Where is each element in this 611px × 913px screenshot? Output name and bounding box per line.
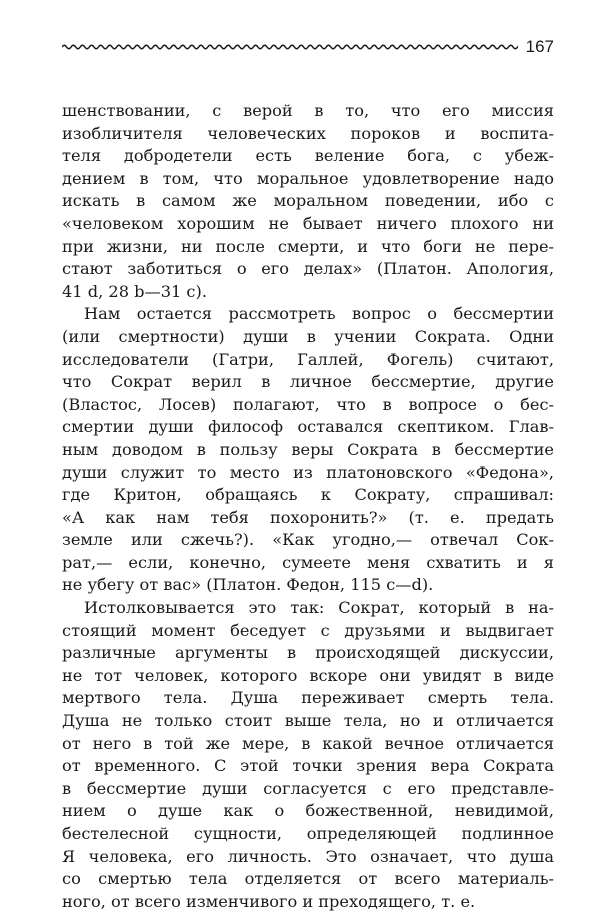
text-line: души служит то место из платоновского «Федона»,: [62, 462, 554, 482]
text-line: что Сократ верил в личное бессмертие, другие: [62, 372, 554, 392]
text-line: шенствовании, с верой в то, что его миссия: [62, 101, 554, 120]
text-line: рат,— если, конечно, сумеете меня схватить и я: [62, 552, 554, 572]
text-line: теля добродетели есть веление бога, с убеж-: [62, 146, 554, 166]
text-line: при жизни, ни после смерти, и что боги не пере-: [62, 236, 554, 256]
text-line: со смертью тела отделяется от всего материаль-: [62, 869, 554, 889]
wavy-header-rule: [62, 42, 518, 52]
page-number: 167: [525, 37, 554, 56]
text-line: искать в самом же моральном поведении, ибо с: [62, 191, 554, 211]
wavy-rule-graphic: [62, 42, 518, 52]
running-header: [62, 34, 554, 60]
text-line: бестелесной сущности, определяющей подлинное: [62, 824, 554, 843]
text-line: стают заботиться о его делах» (Платон. Апология,: [62, 259, 554, 279]
text-line: нием о душе как о божественной, невидимой,: [62, 801, 554, 821]
paragraph: [62, 303, 554, 597]
text-line: ного, от всего изменчивого и преходящего, т. е.: [62, 891, 476, 911]
book-page: [62, 34, 554, 913]
text-line: смертии души философ оставался скептиком. Глав-: [62, 417, 554, 437]
text-line: ным доводом в пользу веры Сократа в бессмертие: [62, 439, 554, 459]
text-line: различные аргументы в происходящей дискуссии,: [62, 643, 554, 663]
text-line: исследователи (Гатри, Галлей, Фогель) считают,: [62, 349, 554, 369]
text-line: (или смертности) души в учении Сократа. Одни: [62, 326, 554, 346]
text-line: 41 d, 28 b—31 c).: [62, 281, 207, 301]
paragraph: [62, 100, 554, 303]
text-line: Я человека, его личность. Это означает, что душа: [62, 846, 554, 866]
text-line: где Критон, обращаясь к Сократу, спрашивал:: [62, 485, 554, 505]
text-line: Душа не только стоит выше тела, но и отличается: [62, 711, 554, 731]
paragraph: [62, 597, 554, 913]
text-line: не тот человек, которого вскоре они увидят в виде: [62, 665, 554, 685]
text-line: от временного. С этой точки зрения вера Сократа: [62, 756, 554, 776]
text-line: изобличителя человеческих пороков и воспита-: [62, 123, 554, 143]
text-line: мертвого тела. Душа переживает смерть тела.: [62, 688, 554, 708]
text-line: «А как нам тебя похоронить?» (т. е. предать: [62, 507, 554, 527]
text-line: (Властос, Лосев) полагают, что в вопросе о бес-: [62, 394, 554, 414]
text-line: «человеком хорошим не бывает ничего плохого ни: [62, 213, 554, 233]
text-line: Нам остается рассмотреть вопрос о бессмертии: [84, 304, 554, 324]
text-line: не убегу от вас» (Платон. Федон, 115 c—d).: [62, 575, 434, 595]
text-line: дением в том, что моральное удовлетворение надо: [62, 168, 554, 188]
text-line: земле или сжечь?). «Как угодно,— отвечал Сок-: [62, 530, 554, 550]
text-line: в бессмертие души согласуется с его представле-: [62, 778, 554, 798]
text-line: стоящий момент беседует с друзьями и выдвигает: [62, 620, 554, 640]
text-line: от него в той же мере, в какой вечное отличается: [62, 733, 554, 753]
body-text: [62, 100, 554, 913]
text-line: Истолковывается это так: Сократ, который в на-: [84, 598, 554, 618]
